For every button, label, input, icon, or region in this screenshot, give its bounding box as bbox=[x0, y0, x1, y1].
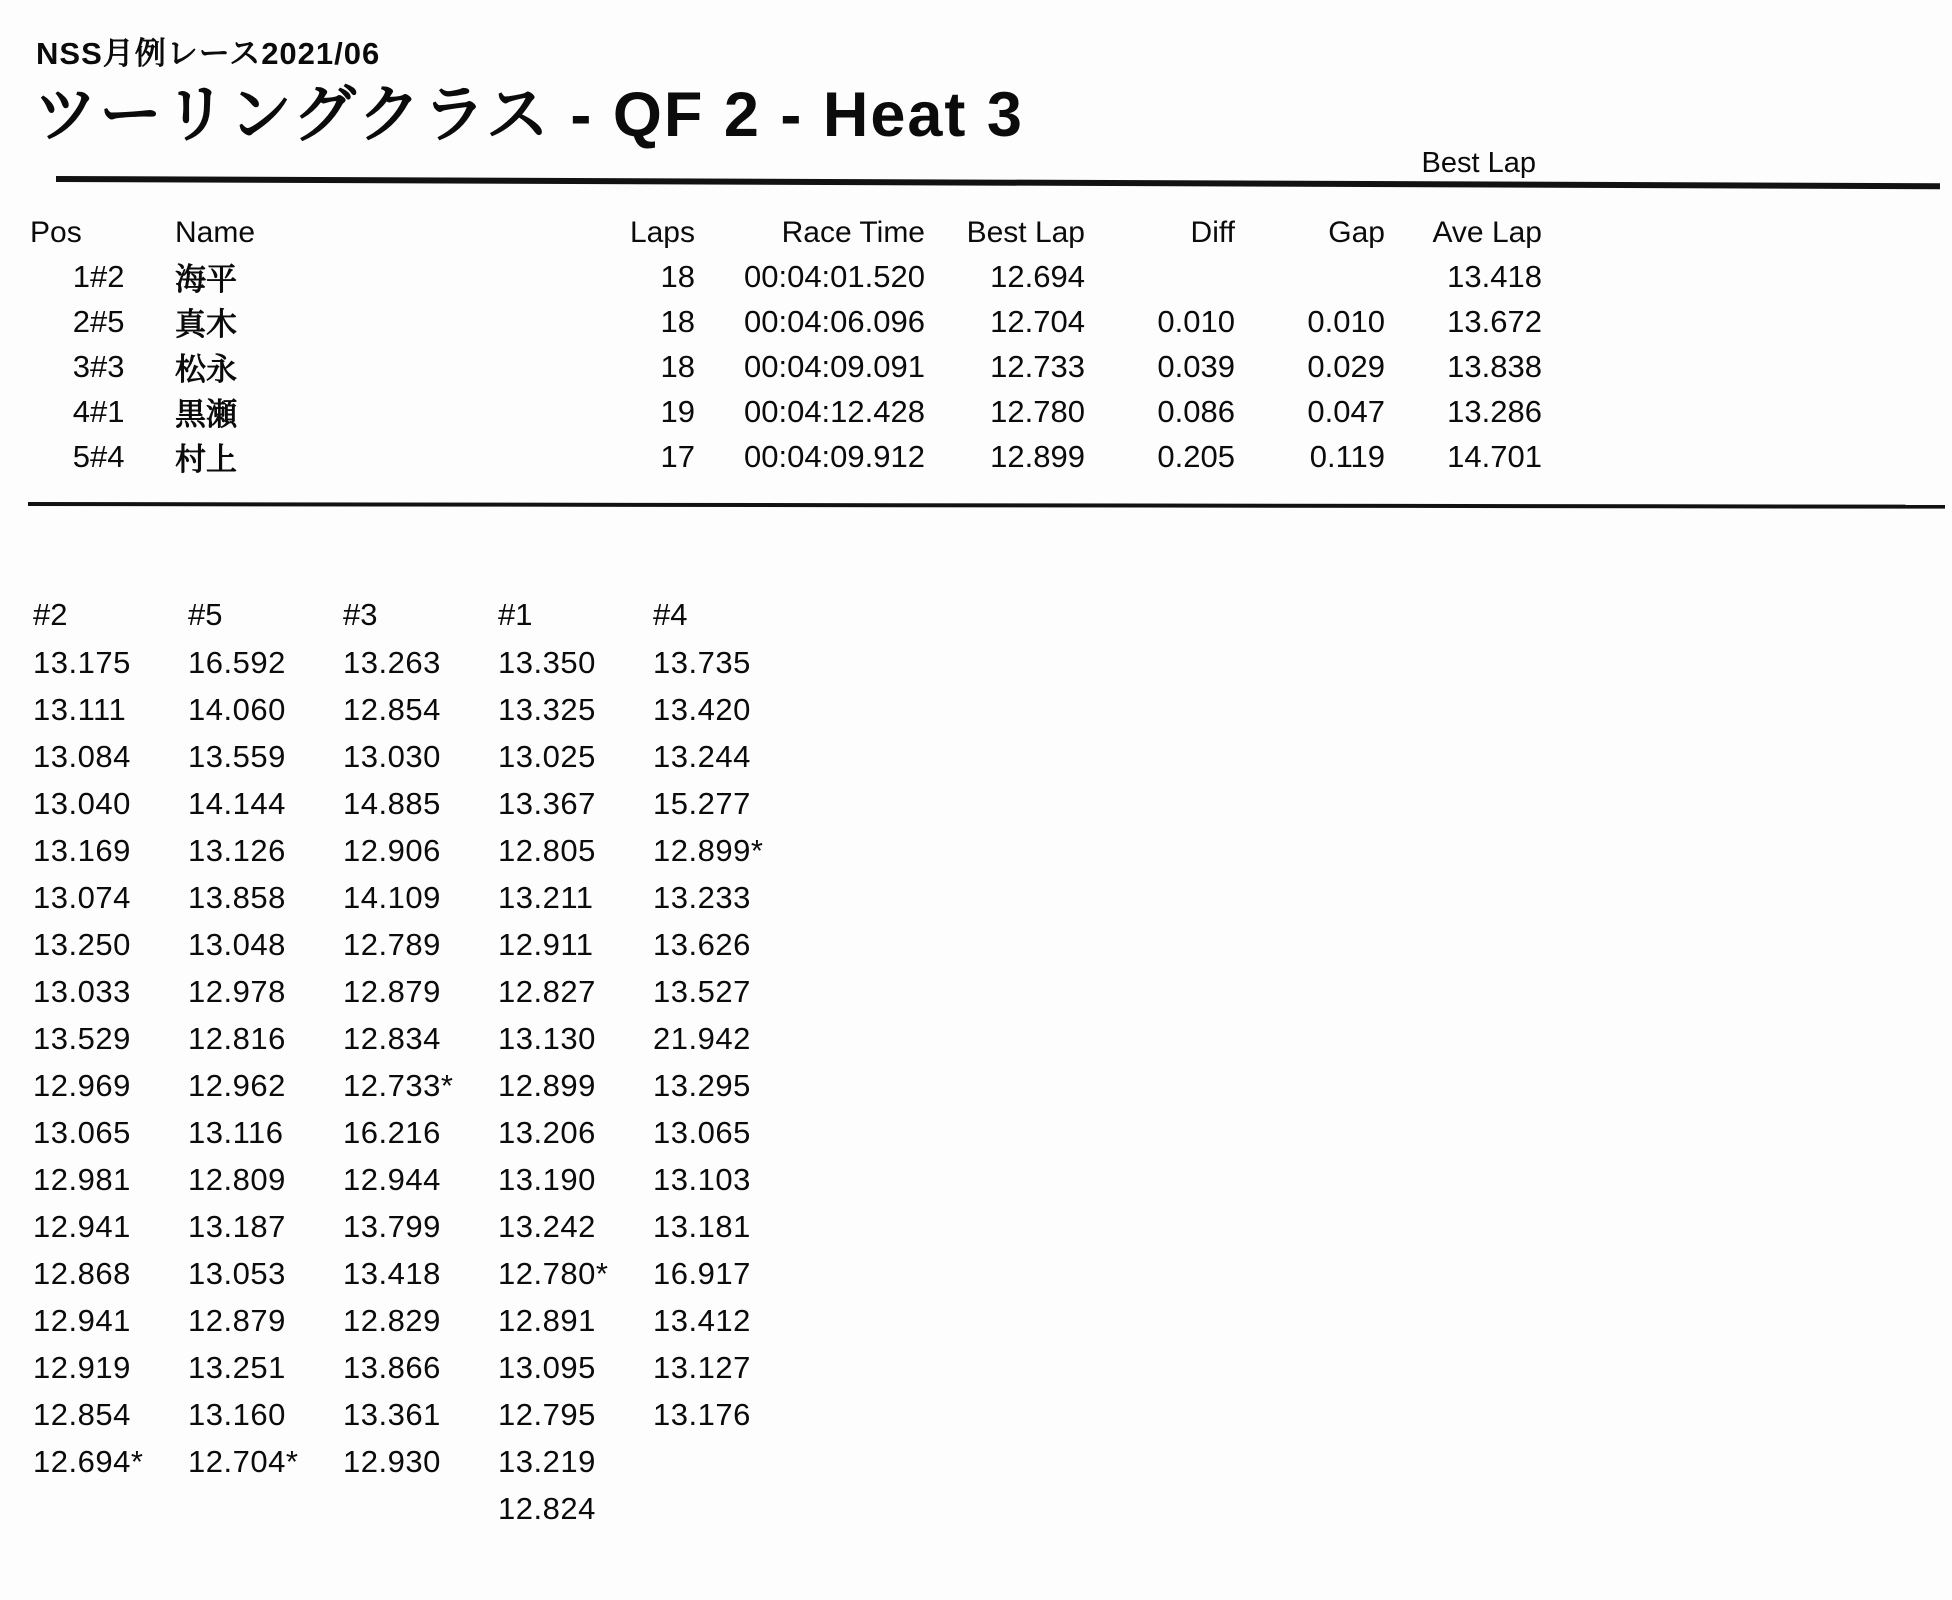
lap-time: 12.891 bbox=[498, 1302, 596, 1338]
results-table bbox=[30, 212, 1542, 479]
result-row bbox=[30, 389, 1542, 434]
lap-time: 13.206 bbox=[498, 1114, 596, 1150]
lap-time: 12.879 bbox=[343, 973, 441, 1009]
lap-time: 13.325 bbox=[498, 691, 596, 727]
lap-column-header: #1 bbox=[498, 596, 533, 632]
lap-time: 13.420 bbox=[653, 691, 751, 727]
result-row bbox=[30, 344, 1542, 389]
result-row bbox=[30, 299, 1542, 344]
result-cell-ave_lap: 13.418 bbox=[1447, 258, 1542, 294]
result-cell-race_time: 00:04:12.428 bbox=[743, 393, 925, 429]
lap-time: 13.169 bbox=[33, 832, 131, 868]
lap-time: 12.941 bbox=[33, 1208, 131, 1244]
lap-time: 13.025 bbox=[498, 738, 596, 774]
lap-time: 12.805 bbox=[498, 832, 596, 868]
lap-time: 12.854 bbox=[343, 691, 441, 727]
lap-time: 13.130 bbox=[498, 1020, 596, 1056]
lap-time: 13.858 bbox=[188, 879, 286, 915]
lap-time: 13.418 bbox=[343, 1255, 441, 1291]
lap-time: 13.040 bbox=[33, 785, 131, 821]
lap-time: 13.033 bbox=[33, 973, 131, 1009]
lap-time: 13.160 bbox=[188, 1396, 286, 1432]
result-cell-laps: 18 bbox=[660, 348, 695, 384]
lap-column-header: #2 bbox=[33, 596, 68, 632]
result-cell-gap: 0.029 bbox=[1307, 348, 1385, 384]
result-cell-laps: 17 bbox=[660, 438, 695, 474]
lap-chart bbox=[33, 590, 808, 1532]
lap-time: 13.095 bbox=[498, 1349, 596, 1385]
result-cell-ave_lap: 13.838 bbox=[1447, 348, 1542, 384]
result-cell-gap: 0.119 bbox=[1309, 438, 1385, 474]
lap-time: 13.735 bbox=[653, 644, 751, 680]
lap-time: 12.827 bbox=[498, 973, 596, 1009]
lap-time: 15.277 bbox=[653, 785, 751, 821]
lap-time: 12.704* bbox=[188, 1443, 299, 1479]
lap-time: 14.885 bbox=[343, 785, 441, 821]
lap-time: 13.367 bbox=[498, 785, 596, 821]
lap-time: 13.065 bbox=[33, 1114, 131, 1150]
lap-time: 13.263 bbox=[343, 644, 441, 680]
column-header-car bbox=[90, 212, 175, 254]
lap-time: 12.789 bbox=[343, 926, 441, 962]
result-cell-gap: 0.047 bbox=[1307, 393, 1385, 429]
lap-time: 13.529 bbox=[33, 1020, 131, 1056]
lap-time: 12.981 bbox=[33, 1161, 131, 1197]
result-cell-name: 松永 bbox=[175, 352, 237, 387]
lap-time: 12.930 bbox=[343, 1443, 441, 1479]
lap-time: 13.233 bbox=[653, 879, 751, 915]
lap-time: 12.834 bbox=[343, 1020, 441, 1056]
column-header-laps: Laps bbox=[629, 216, 695, 249]
lap-time: 13.626 bbox=[653, 926, 751, 962]
result-row bbox=[30, 434, 1542, 479]
column-header-race-time: Race Time bbox=[781, 216, 925, 249]
result-cell-car: #3 bbox=[90, 348, 125, 384]
result-cell-pos: 4 bbox=[72, 393, 90, 429]
lap-time: 13.251 bbox=[188, 1349, 286, 1385]
result-cell-gap bbox=[1235, 254, 1385, 299]
result-cell-gap: 0.010 bbox=[1307, 303, 1385, 339]
result-cell-race_time: 00:04:06.096 bbox=[743, 303, 925, 339]
result-cell-ave_lap: 13.672 bbox=[1447, 303, 1542, 339]
best-lap-corner-label: Best Lap bbox=[1421, 147, 1536, 179]
lap-time: 12.824 bbox=[498, 1490, 596, 1526]
lap-column bbox=[498, 590, 653, 1532]
lap-time: 12.978 bbox=[188, 973, 286, 1009]
lap-time: 13.242 bbox=[498, 1208, 596, 1244]
lap-time: 12.969 bbox=[33, 1067, 131, 1103]
lap-time: 13.250 bbox=[33, 926, 131, 962]
result-cell-laps: 18 bbox=[660, 303, 695, 339]
lap-column-header: #3 bbox=[343, 596, 378, 632]
lap-time: 13.350 bbox=[498, 644, 596, 680]
result-row bbox=[30, 254, 1542, 299]
lap-time: 16.592 bbox=[188, 644, 286, 680]
lap-time: 13.084 bbox=[33, 738, 131, 774]
result-cell-best_lap: 12.733 bbox=[990, 348, 1085, 384]
result-cell-diff bbox=[1085, 254, 1235, 299]
lap-time: 13.030 bbox=[343, 738, 441, 774]
lap-column bbox=[653, 590, 808, 1438]
lap-time: 12.694* bbox=[33, 1443, 144, 1479]
lap-time: 14.109 bbox=[343, 879, 441, 915]
lap-time: 13.116 bbox=[188, 1114, 284, 1150]
lap-column-header: #5 bbox=[188, 596, 223, 632]
result-cell-car: #5 bbox=[90, 303, 125, 339]
lap-time: 12.733* bbox=[343, 1067, 454, 1103]
lap-time: 14.060 bbox=[188, 691, 286, 727]
lap-time: 21.942 bbox=[653, 1020, 751, 1056]
lap-time: 13.295 bbox=[653, 1067, 751, 1103]
lap-time: 13.127 bbox=[653, 1349, 751, 1385]
lap-time: 12.854 bbox=[33, 1396, 131, 1432]
lap-time: 13.211 bbox=[498, 879, 594, 915]
result-cell-race_time: 00:04:09.912 bbox=[743, 438, 925, 474]
result-cell-diff: 0.086 bbox=[1157, 393, 1235, 429]
result-cell-ave_lap: 13.286 bbox=[1447, 393, 1542, 429]
lap-time: 13.527 bbox=[653, 973, 751, 1009]
lap-time: 16.917 bbox=[653, 1255, 751, 1291]
lap-time: 13.111 bbox=[33, 691, 127, 727]
result-cell-pos: 5 bbox=[72, 438, 90, 474]
result-cell-best_lap: 12.780 bbox=[990, 393, 1085, 429]
lap-time: 13.866 bbox=[343, 1349, 441, 1385]
lap-time: 13.074 bbox=[33, 879, 131, 915]
result-cell-best_lap: 12.694 bbox=[990, 258, 1085, 294]
result-cell-ave_lap: 14.701 bbox=[1447, 438, 1542, 474]
result-cell-pos: 2 bbox=[72, 303, 90, 339]
result-cell-best_lap: 12.704 bbox=[990, 303, 1085, 339]
result-cell-car: #4 bbox=[90, 438, 125, 474]
lap-time: 12.899* bbox=[653, 832, 764, 868]
lap-time: 12.906 bbox=[343, 832, 441, 868]
result-cell-car: #1 bbox=[90, 393, 125, 429]
results-body bbox=[30, 254, 1542, 479]
result-cell-diff: 0.205 bbox=[1157, 438, 1235, 474]
result-cell-diff: 0.039 bbox=[1157, 348, 1235, 384]
result-cell-diff: 0.010 bbox=[1157, 303, 1235, 339]
column-header-pos: Pos bbox=[30, 216, 82, 249]
lap-time: 13.187 bbox=[188, 1208, 286, 1244]
lap-column bbox=[188, 590, 343, 1485]
lap-time: 13.244 bbox=[653, 738, 751, 774]
lap-time: 13.053 bbox=[188, 1255, 286, 1291]
results-header-row bbox=[30, 212, 1542, 254]
lap-time: 12.911 bbox=[498, 926, 594, 962]
lap-column bbox=[343, 590, 498, 1485]
column-header-best-lap: Best Lap bbox=[966, 216, 1085, 249]
result-cell-name: 黒瀬 bbox=[175, 397, 237, 432]
result-cell-name: 真木 bbox=[175, 307, 237, 342]
table-bottom-rule bbox=[28, 502, 1945, 509]
lap-time: 12.780* bbox=[498, 1255, 609, 1291]
lap-time: 12.879 bbox=[188, 1302, 286, 1338]
result-cell-name: 村上 bbox=[175, 442, 237, 477]
title-divider-rule bbox=[56, 176, 1940, 189]
column-header-diff: Diff bbox=[1190, 216, 1235, 249]
lap-time: 14.144 bbox=[188, 785, 286, 821]
lap-time: 13.103 bbox=[653, 1161, 751, 1197]
lap-column bbox=[33, 590, 188, 1485]
lap-time: 13.048 bbox=[188, 926, 286, 962]
lap-column-header: #4 bbox=[653, 596, 688, 632]
lap-time: 13.175 bbox=[33, 644, 131, 680]
lap-time: 12.962 bbox=[188, 1067, 286, 1103]
lap-time: 13.219 bbox=[498, 1443, 596, 1479]
lap-time: 13.412 bbox=[653, 1302, 751, 1338]
lap-time: 12.899 bbox=[498, 1067, 596, 1103]
lap-time: 16.216 bbox=[343, 1114, 441, 1150]
lap-time: 12.919 bbox=[33, 1349, 131, 1385]
lap-time: 13.065 bbox=[653, 1114, 751, 1150]
column-header-gap: Gap bbox=[1328, 216, 1385, 249]
lap-time: 13.190 bbox=[498, 1161, 596, 1197]
result-cell-laps: 18 bbox=[660, 258, 695, 294]
page-title: ツーリングクラス - QF 2 - Heat 3 bbox=[34, 80, 1024, 150]
lap-time: 13.181 bbox=[653, 1208, 751, 1244]
lap-time: 12.795 bbox=[498, 1396, 596, 1432]
lap-time: 12.809 bbox=[188, 1161, 286, 1197]
lap-time: 12.944 bbox=[343, 1161, 441, 1197]
lap-time: 13.559 bbox=[188, 738, 286, 774]
result-cell-best_lap: 12.899 bbox=[990, 438, 1085, 474]
column-header-ave-lap: Ave Lap bbox=[1432, 216, 1542, 249]
result-cell-race_time: 00:04:09.091 bbox=[743, 348, 925, 384]
result-cell-race_time: 00:04:01.520 bbox=[743, 258, 925, 294]
event-name: NSS月例レース2021/06 bbox=[36, 36, 381, 71]
lap-time: 12.868 bbox=[33, 1255, 131, 1291]
lap-time: 12.829 bbox=[343, 1302, 441, 1338]
lap-time: 12.941 bbox=[33, 1302, 131, 1338]
result-cell-laps: 19 bbox=[660, 393, 695, 429]
result-cell-pos: 3 bbox=[72, 348, 90, 384]
lap-time: 13.361 bbox=[343, 1396, 441, 1432]
lap-time: 12.816 bbox=[188, 1020, 286, 1056]
lap-time: 13.176 bbox=[653, 1396, 751, 1432]
result-cell-pos: 1 bbox=[72, 258, 90, 294]
lap-time: 13.799 bbox=[343, 1208, 441, 1244]
result-cell-car: #2 bbox=[90, 258, 125, 294]
lap-time: 13.126 bbox=[188, 832, 286, 868]
column-header-name: Name bbox=[175, 216, 256, 249]
result-cell-name: 海平 bbox=[175, 262, 237, 297]
